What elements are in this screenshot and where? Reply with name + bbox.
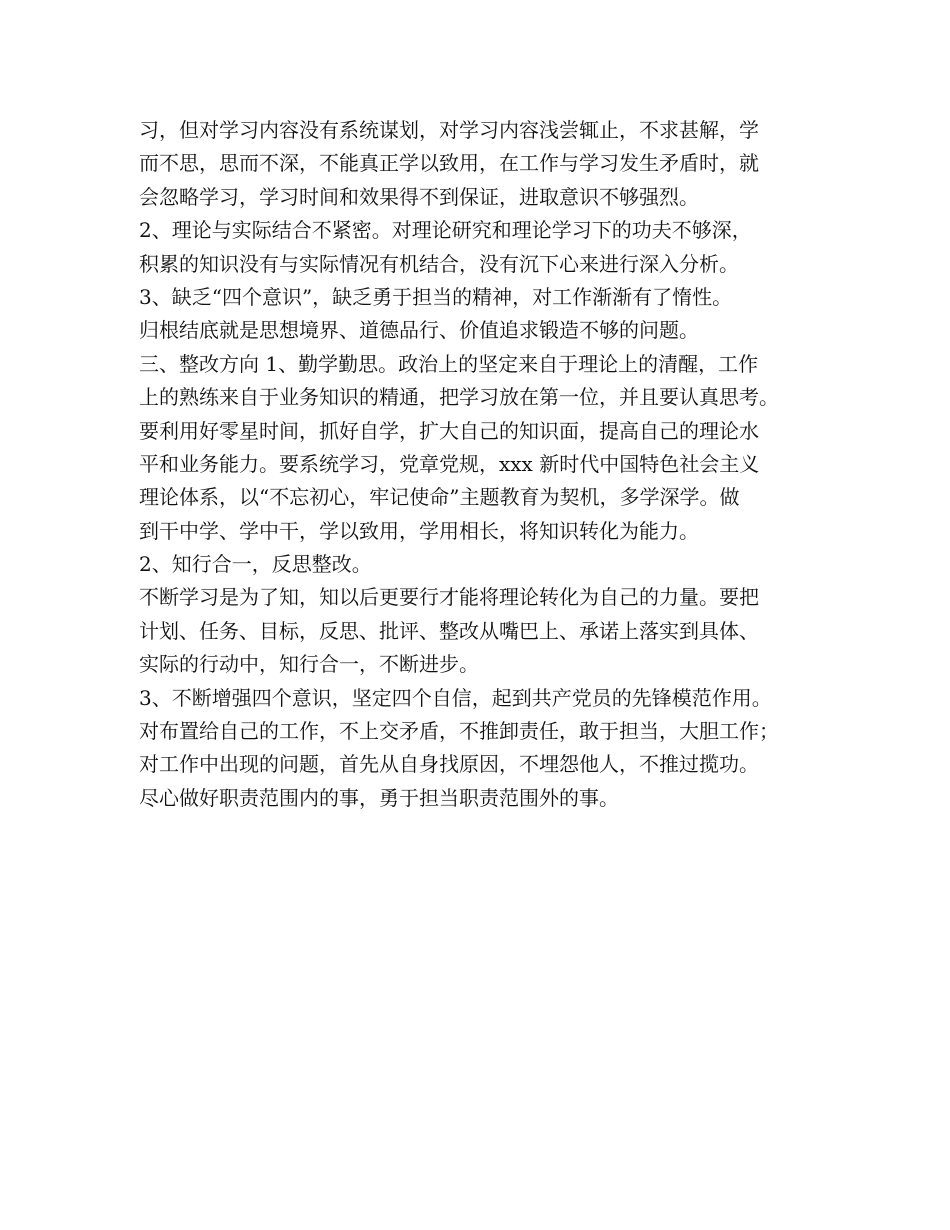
text-line: 实际的行动中，知行合一，不断进步。 xyxy=(139,652,479,677)
text-line: 计划、任务、目标，反思、批评、整改从嘴巴上、承诺上落实到具体、 xyxy=(139,618,759,643)
text-line: 而不思，思而不深，不能真正学以致用，在工作与学习发生矛盾时，就 xyxy=(139,151,759,176)
text-line: 2、知行合一，反思整改。 xyxy=(139,552,372,577)
text-line: 3、缺乏“四个意识”，缺乏勇于担当的精神，对工作渐渐有了惰性。 xyxy=(139,284,733,309)
text-line: 积累的知识没有与实际情况有机结合，没有沉下心来进行深入分析。 xyxy=(139,251,739,276)
text-line: 2、理论与实际结合不紧密。对理论研究和理论学习下的功夫不够深， xyxy=(139,218,752,243)
text-line: 对工作中出现的问题，首先从自身找原因，不埋怨他人，不推过揽功。 xyxy=(139,752,759,777)
text-line: 习，但对学习内容没有系统谋划，对学习内容浅尝辄止，不求甚解，学 xyxy=(139,118,759,142)
text-line: 上的熟练来自于业务知识的精通，把学习放在第一位，并且要认真思考。 xyxy=(139,385,779,410)
text-line: 对布置给自己的工作，不上交矛盾，不推卸责任，敢于担当，大胆工作； xyxy=(139,719,779,744)
text-line: 三、整改方向 1、勤学勤思。政治上的坚定来自于理论上的清醒，工作 xyxy=(139,351,759,376)
text-line: 3、不断增强四个意识，坚定四个自信，起到共产党员的先锋模范作用。 xyxy=(139,685,772,710)
text-line: 不断学习是为了知，知以后更要行才能将理论转化为自己的力量。要把 xyxy=(139,585,759,610)
text-line: 会忽略学习，学习时间和效果得不到保证，进取意识不够强烈。 xyxy=(139,184,699,209)
text-line: 归根结底就是思想境界、道德品行、价值追求锻造不够的问题。 xyxy=(139,318,699,343)
text-line: 尽心做好职责范围内的事，勇于担当职责范围外的事。 xyxy=(139,785,619,810)
text-line: 理论体系，以“不忘初心，牢记使命”主题教育为契机，多学深学。做 xyxy=(139,485,740,510)
text-line: 要利用好零星时间，抓好自学，扩大自己的知识面，提高自己的理论水 xyxy=(139,418,759,443)
document-body xyxy=(139,114,839,815)
text-line: 到干中学、学中干，学以致用，学用相长，将知识转化为能力。 xyxy=(139,518,699,543)
text-line: 平和业务能力。要系统学习，党章党规，xxx 新时代中国特色社会主义 xyxy=(139,451,760,476)
